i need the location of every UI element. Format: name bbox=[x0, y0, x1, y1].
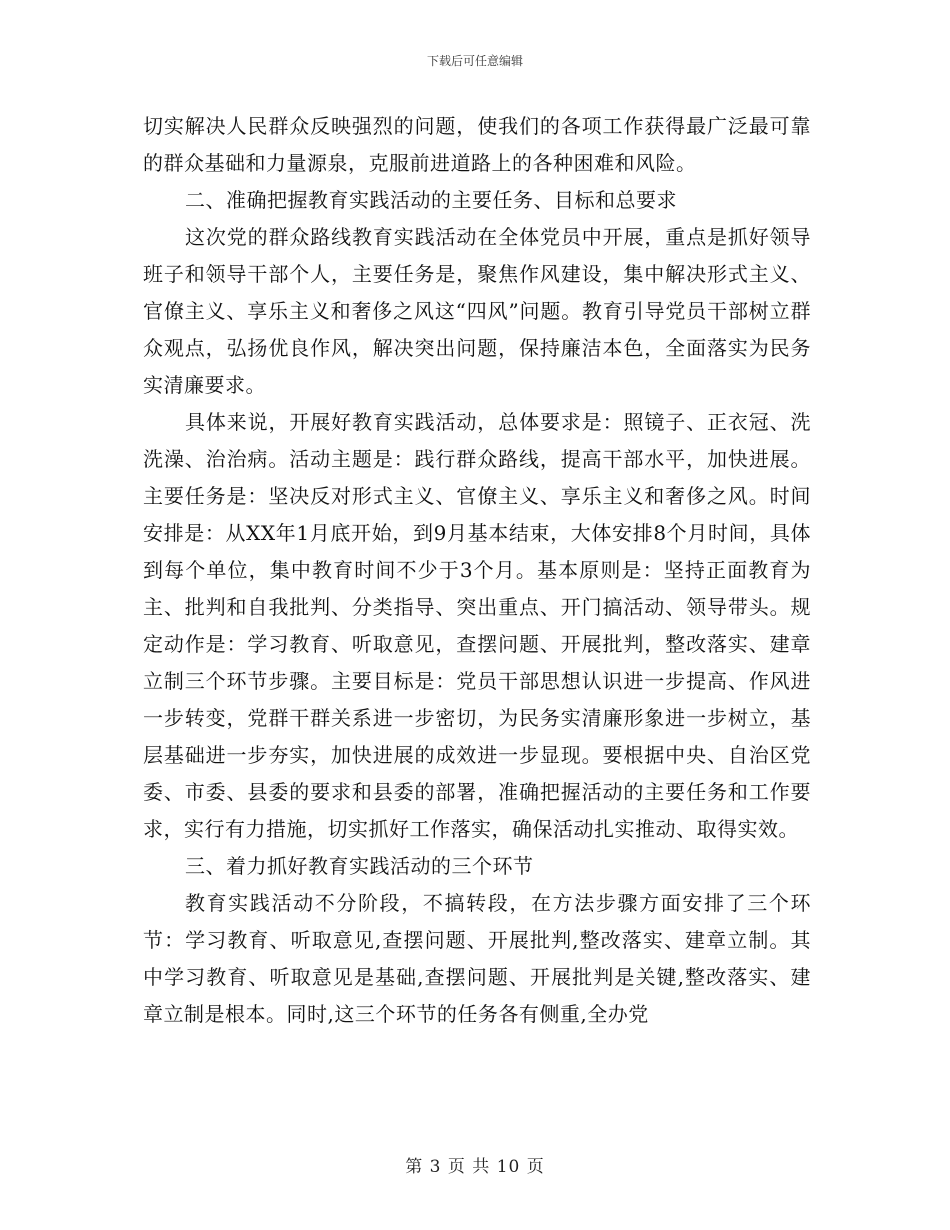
page-number: 第 3 页 共 10 页 bbox=[405, 1157, 545, 1177]
section-heading-2: 二、准确把握教育实践活动的主要任务、目标和总要求 bbox=[185, 188, 677, 212]
paragraph-requirements: 具体来说，开展好教育实践活动，总体要求是：照镜子、正衣冠、洗洗澡、治治病。活动主题是：践行群众路线，提高干部水平，加快进展。主要任务是：坚决反对形式主义、官僚主义、享乐主义和奢侈之风。时间安排是：从XX年1月底开始，到9月基本结束，大体安排8个月时间，具体到每个单位，集中教育时间不少于3个月。基本原则是：坚持正面教育为主、批判和自我批判、分类指导、突出重点、开门搞活动、领导带头。规定动作是：学习教育、听取意见，查摆问题、开展批判，整改落实、建章立制三个环节步骤。主要目标是：党员干部思想认识进一步提高、作风进一步转变，党群干群关系进一步密切，为民务实清廉形象进一步树立，基层基础进一步夯实，加快进展的成效进一步显现。要根据中央、自治区党委、市委、县委的要求和县委的部署，准确把握活动的主要任务和工作要求，实行有力措施，切实抓好工作落实，确保活动扎实推动、取得实效。 bbox=[143, 410, 811, 841]
section-heading-3: 三、着力抓好教育实践活动的三个环节 bbox=[185, 854, 534, 878]
paragraph-continuation: 切实解决人民群众反映强烈的问题，使我们的各项工作获得最广泛最可靠的群众基础和力量源泉，克服前进道路上的各种困难和风险。 bbox=[143, 114, 811, 175]
paragraph-three-stages: 教育实践活动不分阶段，不搞转段，在方法步骤方面安排了三个环节：学习教育、听取意见,查摆问题、开展批判,整改落实、建章立制。其中学习教育、听取意见是基础,查摆问题、开展批判是关键,整改落实、建章立制是根本。同时,这三个环节的任务各有侧重,全办党 bbox=[143, 891, 811, 1026]
page-header-note: 下载后可任意编辑 bbox=[426, 54, 523, 68]
document-body bbox=[143, 108, 811, 1033]
paragraph-main-tasks: 这次党的群众路线教育实践活动在全体党员中开展，重点是抓好领导班子和领导干部个人，主要任务是，聚焦作风建设，集中解决形式主义、官僚主义、享乐主义和奢侈之风这“四风”问题。教育引导党员干部树立群众观点，弘扬优良作风，解决突出问题，保持廉洁本色，全面落实为民务实清廉要求。 bbox=[143, 225, 811, 397]
